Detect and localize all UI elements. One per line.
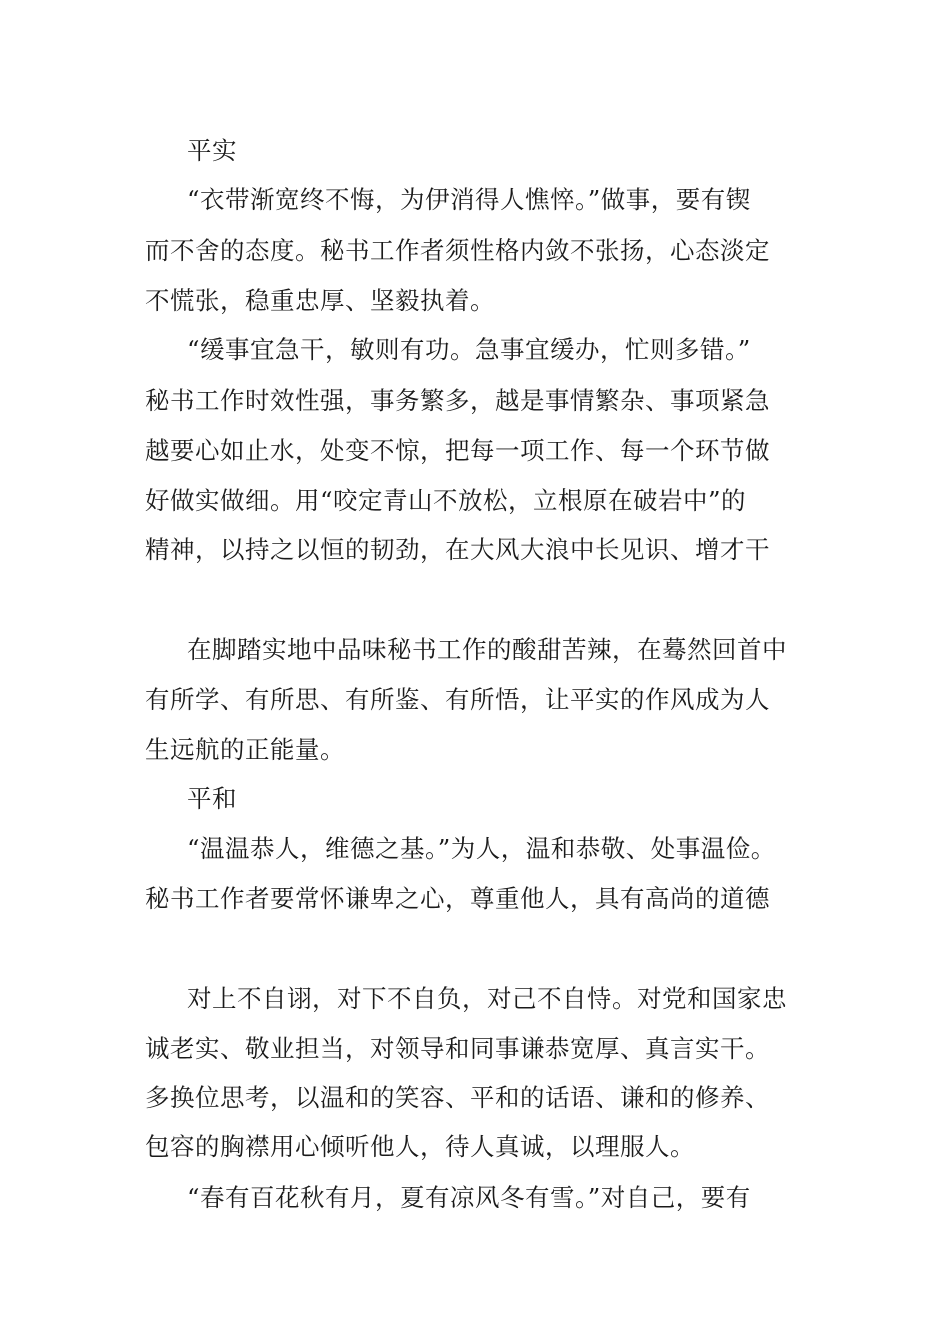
paragraph-line: 包容的胸襟用心倾听他人，待人真诚，以理服人。 <box>145 1132 695 1161</box>
section-heading-pinghe: 平和 <box>187 784 237 813</box>
paragraph-line: 对上不自诩，对下不自负，对己不自恃。对党和国家忠 <box>187 984 787 1013</box>
paragraph-line: 不慌张，稳重忠厚、坚毅执着。 <box>145 286 495 315</box>
paragraph-line: “春有百花秋有月，夏有凉风冬有雪。”对自己，要有 <box>187 1183 751 1212</box>
paragraph-line: “温温恭人，维德之基。”为人，温和恭敬、处事温俭。 <box>187 834 776 863</box>
paragraph-line: 越要心如止水，处变不惊，把每一项工作、每一个环节做 <box>145 436 770 465</box>
section-heading-pingshi: 平实 <box>187 136 237 165</box>
paragraph-line: 诚老实、敬业担当，对领导和同事谦恭宽厚、真言实干。 <box>145 1034 770 1063</box>
paragraph-line: 生远航的正能量。 <box>145 735 345 764</box>
paragraph-line: 多换位思考，以温和的笑容、平和的话语、谦和的修养、 <box>145 1083 770 1112</box>
paragraph-line: “缓事宜急干，敏则有功。急事宜缓办，忙则多错。” <box>187 335 751 364</box>
paragraph-line: “衣带渐宽终不悔，为伊消得人憔悴。”做事，要有锲 <box>187 185 751 214</box>
paragraph-line: 有所学、有所思、有所鉴、有所悟，让平实的作风成为人 <box>145 685 770 714</box>
paragraph-line: 精神，以持之以恒的韧劲，在大风大浪中长见识、增才干 <box>145 535 770 564</box>
paragraph-line: 在脚踏实地中品味秘书工作的酸甜苦辣，在蓦然回首中 <box>187 635 787 664</box>
paragraph-line: 秘书工作者要常怀谦卑之心，尊重他人，具有高尚的道德 <box>145 884 770 913</box>
paragraph-line: 而不舍的态度。秘书工作者须性格内敛不张扬，心态淡定 <box>145 236 770 265</box>
paragraph-line: 秘书工作时效性强，事务繁多，越是事情繁杂、事项紧急 <box>145 386 770 415</box>
paragraph-line: 好做实做细。用“咬定青山不放松，立根原在破岩中”的 <box>145 486 747 515</box>
